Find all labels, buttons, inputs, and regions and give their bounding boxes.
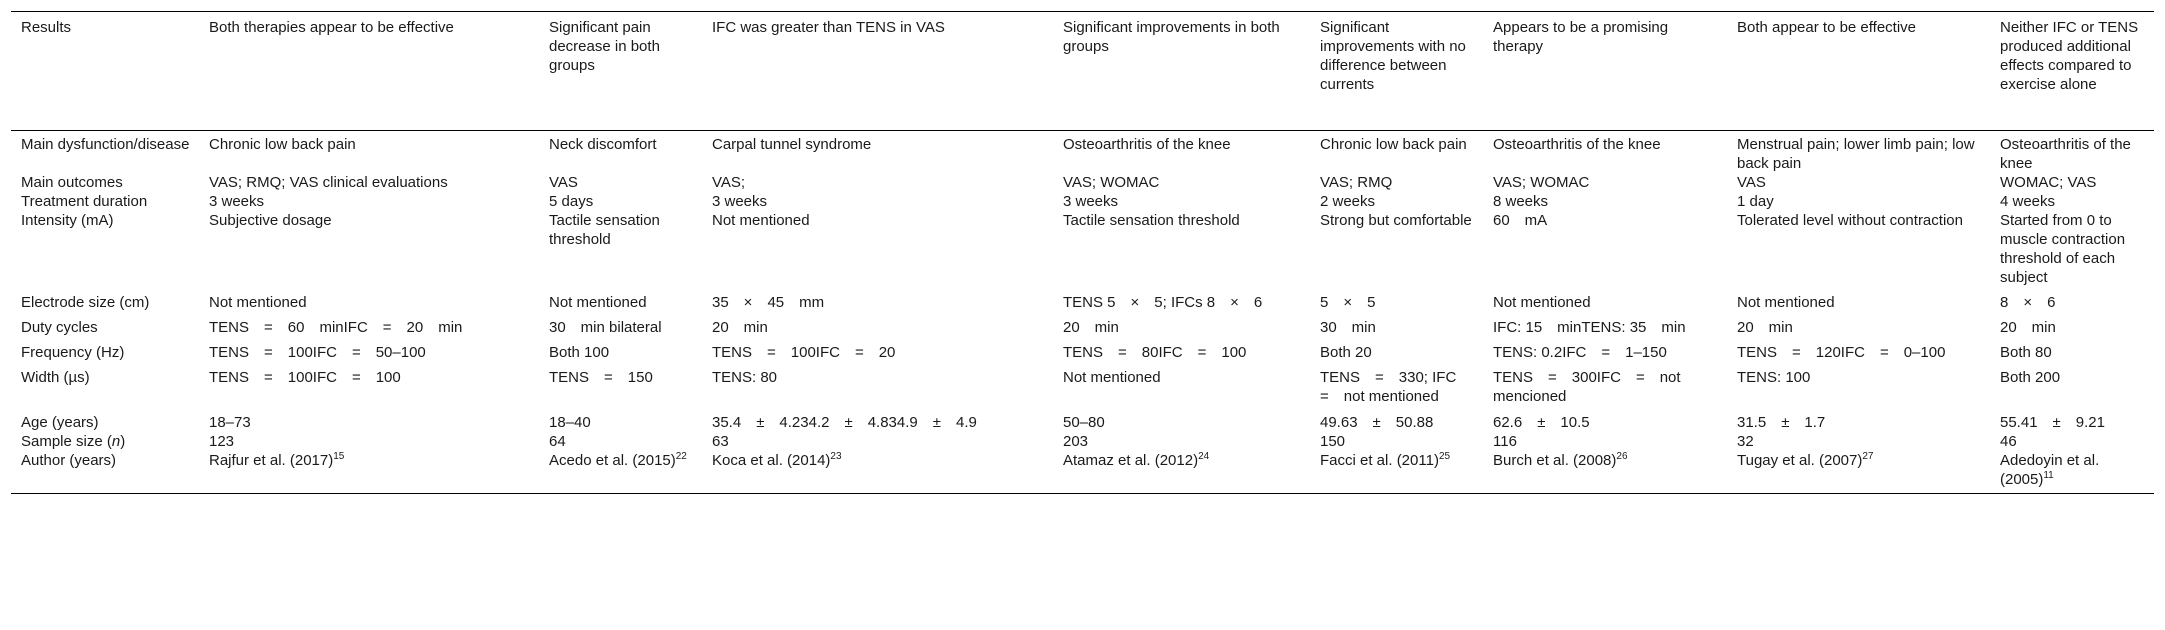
reference-number[interactable]: 23 bbox=[830, 451, 842, 462]
results-cell: Significant improvements in both groups bbox=[1063, 19, 1280, 55]
reference-number[interactable]: 24 bbox=[1198, 451, 1210, 462]
table-cell: Strong but comfortable bbox=[1320, 212, 1472, 229]
table-cell: 5 × 5 bbox=[1320, 294, 1376, 311]
italic-n: n bbox=[111, 433, 121, 450]
dysfunction-row bbox=[11, 131, 2154, 174]
row-label: Sample size (n) bbox=[21, 433, 126, 450]
author-cell: Adedoyin et al. $(2005)^{11}$ bbox=[2000, 452, 2100, 488]
table-cell: 2 weeks bbox=[1320, 193, 1376, 210]
table-cell: TENS = 150 bbox=[549, 369, 653, 386]
table-cell: 8 × 6 bbox=[2000, 294, 2056, 311]
table-cell: Osteoarthritis of the knee bbox=[1493, 136, 1661, 153]
table-cell: TENS 5 × 5; IFCs 8 × 6 bbox=[1063, 294, 1263, 311]
table-cell: 46 bbox=[2000, 433, 2017, 450]
table-cell: 50–80 bbox=[1063, 414, 1105, 431]
table-cell: 55.41 ± 9.21 bbox=[2000, 414, 2105, 431]
table-cell: 3 weeks bbox=[209, 193, 265, 210]
row-label: Main outcomes bbox=[21, 174, 123, 191]
table-cell: VAS; RMQ bbox=[1320, 174, 1393, 191]
table-cell: TENS = 80IFC = 100 bbox=[1063, 344, 1247, 361]
table-cell: 123 bbox=[209, 433, 235, 450]
table-cell: 20 min bbox=[1737, 319, 1793, 336]
row-label: Duty cycles bbox=[21, 319, 98, 336]
author-cell: Rajfur et al. $(2017)^{15}$ bbox=[209, 451, 345, 469]
table-cell: TENS = 100IFC = 20 bbox=[712, 344, 896, 361]
table-cell: WOMAC; VAS bbox=[2000, 174, 2097, 191]
row-label: Width (µs) bbox=[21, 369, 90, 386]
row-label: Intensity (mA) bbox=[21, 212, 114, 229]
table-cell: 63 bbox=[712, 433, 729, 450]
table-cell: VAS; WOMAC bbox=[1063, 174, 1160, 191]
table-cell: Chronic low back pain bbox=[1320, 136, 1467, 153]
reference-number[interactable]: 11 bbox=[2043, 470, 2054, 481]
row-label: Electrode size (cm) bbox=[21, 294, 150, 311]
table-cell: Both 20 bbox=[1320, 344, 1372, 361]
table-cell: 60 mA bbox=[1493, 212, 1548, 229]
table-cell: TENS = 120IFC = 0–100 bbox=[1737, 344, 1946, 361]
table-cell: 18–40 bbox=[549, 414, 591, 431]
table-cell: VAS bbox=[1737, 174, 1766, 191]
table-cell: 32 bbox=[1737, 433, 1754, 450]
table-cell: TENS = 100IFC = 50–100 bbox=[209, 344, 426, 361]
table-cell: TENS: 80 bbox=[712, 369, 778, 386]
table-cell: Subjective dosage bbox=[209, 212, 332, 229]
table-cell: Not mentioned bbox=[1737, 294, 1835, 311]
reference-number[interactable]: 22 bbox=[675, 451, 687, 462]
table-cell: Not mentioned bbox=[1063, 369, 1161, 386]
table-cell: Osteoarthritis of the knee bbox=[1063, 136, 1231, 153]
table-cell: VAS; WOMAC bbox=[1493, 174, 1590, 191]
reference-number[interactable]: 27 bbox=[1862, 451, 1874, 462]
table-cell: Both 100 bbox=[549, 344, 610, 361]
results-cell: Significant improvements with no difference between currents bbox=[1320, 19, 1466, 93]
author-row bbox=[11, 451, 2154, 494]
results-header-row bbox=[11, 12, 2154, 131]
intensity-row bbox=[11, 211, 2154, 293]
electrode-row bbox=[11, 293, 2154, 318]
table-cell: Not mentioned bbox=[209, 294, 307, 311]
duration-row bbox=[11, 192, 2154, 211]
table-cell: 203 bbox=[1063, 433, 1089, 450]
sample-size-row bbox=[11, 432, 2154, 451]
table-cell: TENS = 100IFC = 100 bbox=[209, 369, 401, 386]
author-cell: Burch et al. $(2008)^{26}$ bbox=[1493, 451, 1628, 469]
table-cell: TENS = 60 minIFC = 20 min bbox=[209, 319, 463, 336]
table-cell: Chronic low back pain bbox=[209, 136, 356, 153]
frequency-row bbox=[11, 343, 2154, 368]
table-cell: Menstrual pain; lower limb pain; low back pain bbox=[1737, 136, 1975, 172]
table-cell: 35.4 ± 4.234.2 ± 4.834.9 ± 4.9 bbox=[712, 414, 977, 431]
table-cell: VAS; bbox=[712, 174, 746, 191]
table-cell: 1 day bbox=[1737, 193, 1774, 210]
table-cell: VAS; RMQ; VAS clinical evaluations bbox=[209, 174, 448, 191]
table-cell: Tactile sensation threshold bbox=[549, 212, 660, 248]
results-label: Results bbox=[21, 19, 72, 36]
results-cell: Neither IFC or TENS produced additional effects compared to exercise alone bbox=[2000, 19, 2139, 93]
table-cell: 20 min bbox=[712, 319, 768, 336]
table-cell: 31.5 ± 1.7 bbox=[1737, 414, 1826, 431]
table-cell: 20 min bbox=[2000, 319, 2056, 336]
table-cell: Both 200 bbox=[2000, 369, 2061, 386]
results-cell: Both appear to be effective bbox=[1737, 19, 1917, 36]
reference-number[interactable]: 25 bbox=[1438, 451, 1451, 462]
row-label: Main dysfunction/disease bbox=[21, 136, 190, 153]
results-cell: Significant pain decrease in both groups bbox=[549, 19, 660, 74]
table-cell: TENS: 100 bbox=[1737, 369, 1811, 386]
table-cell: 18–73 bbox=[209, 414, 251, 431]
results-cell: Appears to be a promising therapy bbox=[1493, 19, 1669, 55]
table-cell: IFC: 15 minTENS: 35 min bbox=[1493, 319, 1686, 336]
table-cell: 8 weeks bbox=[1493, 193, 1549, 210]
table-cell: Not mentioned bbox=[549, 294, 647, 311]
results-cell: IFC was greater than TENS in VAS bbox=[712, 19, 945, 36]
table-cell: TENS = 330; IFC = not mentioned bbox=[1320, 369, 1472, 405]
table-cell: 4 weeks bbox=[2000, 193, 2056, 210]
table-cell: Tolerated level without contraction bbox=[1737, 212, 1963, 229]
table-cell: 116 bbox=[1493, 433, 1517, 450]
table-cell: 5 days bbox=[549, 193, 594, 210]
table-cell: 3 weeks bbox=[712, 193, 768, 210]
author-cell: Acedo et al. $(2015)^{22}$ bbox=[549, 451, 687, 469]
table-cell: 35 × 45 mm bbox=[712, 294, 825, 311]
comparison-table bbox=[11, 11, 2154, 494]
table-cell: Not mentioned bbox=[1493, 294, 1591, 311]
table-cell: VAS bbox=[549, 174, 578, 191]
row-label: Treatment duration bbox=[21, 193, 148, 210]
table-cell: 49.63 ± 50.88 bbox=[1320, 414, 1434, 431]
table-cell: Both 80 bbox=[2000, 344, 2052, 361]
table-cell: Tactile sensation threshold bbox=[1063, 212, 1240, 229]
author-cell: Facci et al. $(2011)^{25}$ bbox=[1320, 451, 1451, 469]
reference-number[interactable]: 15 bbox=[333, 451, 345, 462]
author-cell: Tugay et al. $(2007)^{27}$ bbox=[1737, 451, 1874, 469]
table-cell: 20 min bbox=[1063, 319, 1119, 336]
table-cell: Started from 0 to muscle contraction threshold of each subject bbox=[2000, 212, 2126, 286]
duty-cycles-row bbox=[11, 318, 2154, 343]
outcomes-row bbox=[11, 173, 2154, 192]
table-cell: 150 bbox=[1320, 433, 1346, 450]
age-row bbox=[11, 413, 2154, 432]
width-row bbox=[11, 368, 2154, 413]
table-cell: 30 min bbox=[1320, 319, 1376, 336]
table-cell: Not mentioned bbox=[712, 212, 810, 229]
table-cell: 64 bbox=[549, 433, 566, 450]
row-label: Frequency (Hz) bbox=[21, 344, 125, 361]
table-cell: TENS: 0.2IFC = 1–150 bbox=[1493, 344, 1667, 361]
table-cell: Osteoarthritis of the knee bbox=[2000, 136, 2131, 172]
author-cell: Koca et al. $(2014)^{23}$ bbox=[712, 451, 842, 469]
reference-number[interactable]: 26 bbox=[1616, 451, 1628, 462]
row-label: Author (years) bbox=[21, 452, 117, 469]
table-cell: Carpal tunnel syndrome bbox=[712, 136, 872, 153]
author-cell: Atamaz et al. $(2012)^{24}$ bbox=[1063, 451, 1210, 469]
results-cell: Both therapies appear to be effective bbox=[209, 19, 454, 36]
table-cell: TENS = 300IFC = not mencioned bbox=[1493, 369, 1681, 405]
table-cell: Neck discomfort bbox=[549, 136, 657, 153]
table-cell: 3 weeks bbox=[1063, 193, 1119, 210]
row-label: Age (years) bbox=[21, 414, 99, 431]
table-cell: 30 min bilateral bbox=[549, 319, 662, 336]
table-cell: 62.6 ± 10.5 bbox=[1493, 414, 1590, 431]
